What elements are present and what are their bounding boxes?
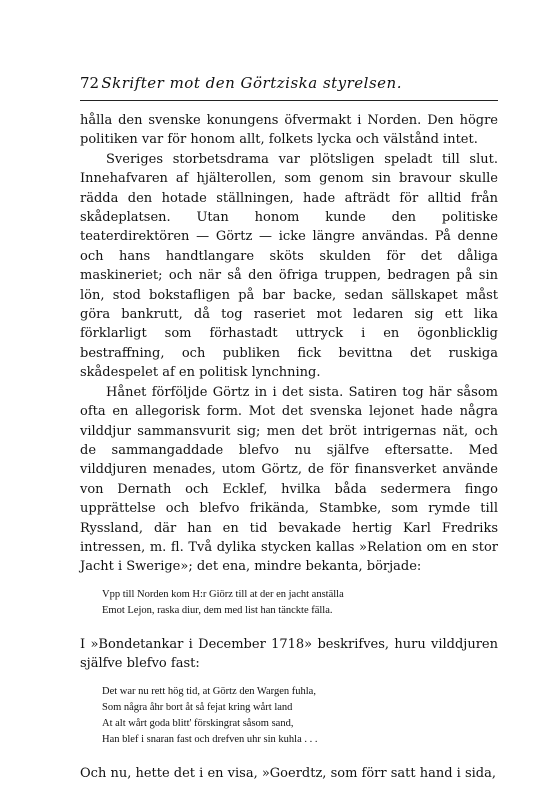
running-title: Skrifter mot den Görtziska styrelsen. — [101, 74, 402, 92]
header-rule — [80, 100, 498, 101]
verse-line: Som några åhr bort åt så fejat kring wårt land — [102, 701, 293, 713]
verse-line: Han blef i snaran fast och drefven uhr sin kuhla . . . — [102, 733, 318, 745]
verse-quote — [80, 684, 498, 748]
verse-line: At alt wårt goda blitt' förskingrat såsom sand, — [102, 717, 294, 729]
page-number: 72 — [80, 74, 100, 92]
paragraph: hålla den svenske konungens öfvermakt i Norden. Den högre politiken var för honom allt, folkets lycka och välstånd intet. — [80, 113, 498, 148]
verse-line: Det war nu rett hög tid, at Görtz den Wargen fuhla, — [102, 685, 316, 697]
paragraph: I »Bondetankar i December 1718» beskrifves, huru vilddjuren själfve blefvo fast: — [80, 636, 498, 672]
verse-line: Vpp till Norden kom H:r Giörz till at der en jacht anställa — [102, 588, 344, 600]
paragraph: Sveriges storbetsdrama var plötsligen speladt till slut. Innehafvaren af hjälterollen, som genom sin bravour skulle rädda den hotade ställningen, hade afträdt för alltid från skådeplatsen. Utan honom kunde den politiske teaterdirektören — Görtz — icke längre användas. På denne och hans handtlangare sköts skulden för det dåliga maskineriet; och när så den öfriga truppen, bedragen på sin lön, stod bokstafligen på bar backe, sedan sällskapet måst göra bankrutt, då tog raseriet mot ledaren sig ett lika förklarligt som förhastadt uttryck i en ögonblicklig bestraffning, och publiken fick bevittna det ruskiga skådespelet af en politisk lynchning. — [80, 151, 498, 381]
verse-quote — [80, 587, 498, 619]
running-header — [80, 74, 498, 92]
paragraph: Och nu, hette det i en visa, »Goerdtz, som förr satt hand i sida, — [80, 765, 497, 781]
page-body — [80, 111, 498, 783]
verse-line: Emot Lejon, raska diur, dem med list han tänckte fälla. — [102, 604, 333, 616]
paragraph: Hånet förföljde Görtz in i det sista. Satiren tog här såsom ofta en allegorisk form. Mot det svenska lejonet hade några vilddjur sammansvurit sig; men det bröt intrigernas nät, och de sammangaddade blefvo nu själfve eftersatte. Med vilddjuren menades, utom Görtz, de för finansverket använde von Dernath och Ecklef, hvilka båda sedermera fingo upprättelse och blefvo frikända, Stambke, som rymde till Ryssland, där han en tid bevakade hertig Karl Fredriks intressen, m. fl. Två dylika stycken kallas »Relation om en stor Jacht i Swerige»; det ena, mindre bekanta, började: — [80, 384, 498, 575]
